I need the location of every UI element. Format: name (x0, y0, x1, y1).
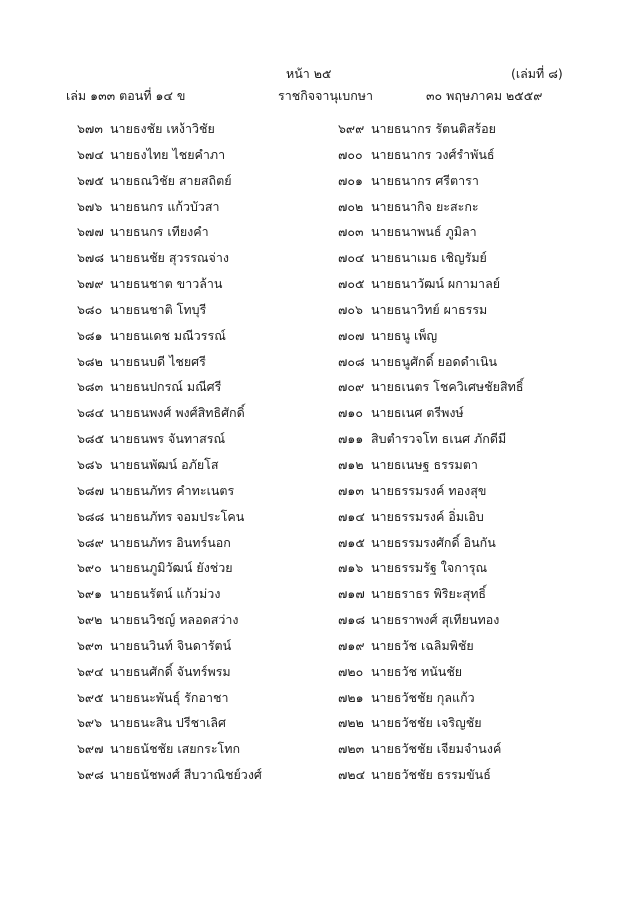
entry-number: ๖๘๙ (77, 534, 104, 550)
publication-date: ๓๐ พฤษภาคม ๒๕๕๙ (426, 88, 543, 103)
entry-name: นายธงไทย ไชยคำภา (110, 146, 226, 162)
entry-number: ๖๗๔ (77, 146, 104, 162)
list-item (77, 509, 347, 535)
list-item (77, 250, 347, 276)
name-list-right (338, 121, 608, 793)
entry-name: นายธนรัตน์ แก้วม่วง (110, 586, 221, 602)
entry-number: ๗๑๒ (338, 456, 364, 472)
list-item (77, 405, 347, 431)
list-item (77, 302, 347, 328)
name-list-left (77, 121, 347, 793)
entry-number: ๖๗๘ (77, 250, 104, 266)
list-item (77, 535, 347, 561)
list-item (77, 431, 347, 457)
entry-name: นายธนะพันธุ์ รักอาชา (110, 689, 229, 705)
entry-name: นายธวัช ทนันชัย (371, 663, 463, 679)
entry-number: ๗๐๑ (338, 172, 363, 188)
entry-name: นายธนวินท์ จินดารัตน์ (110, 637, 232, 653)
entry-name: นายธนปกรณ์ มณีศรี (110, 379, 222, 395)
entry-name: นายธรรมรงค์ อิ่มเอิบ (371, 508, 484, 524)
list-item (77, 199, 347, 225)
entry-name: สิบตำรวจโท ธเนศ ภักดีมี (371, 431, 507, 447)
entry-name: นายธนัชพงศ์ สีบวาณิชย์วงศ์ (110, 767, 262, 783)
list-item (338, 147, 608, 173)
entry-number: ๖๘๗ (77, 482, 104, 498)
entry-name: นายธณวิชัย สายสถิตย์ (110, 172, 232, 188)
entry-number: ๗๐๔ (338, 250, 365, 266)
entry-number: ๗๑๑ (338, 431, 364, 447)
entry-name: นายธนชาติ โทบุรี (110, 301, 207, 317)
entry-number: ๗๒๑ (338, 689, 364, 705)
list-item (77, 457, 347, 483)
list-item (338, 690, 608, 716)
entry-name: นายธนพัฒน์ อภัยโส (110, 456, 219, 472)
list-item (77, 664, 347, 690)
entry-name: นายธนู เพ็ญ (371, 327, 438, 343)
entry-name: นายธเนษฐ ธรรมตา (371, 456, 478, 472)
list-item (338, 121, 608, 147)
publication-title: ราชกิจจานุเบกษา (278, 88, 374, 103)
entry-name: นายธนูศักดิ์ ยอดดำเนิน (371, 353, 498, 369)
entry-number: ๗๑๙ (338, 637, 365, 653)
entry-name: นายธนกร แก้วบัวสา (110, 198, 220, 214)
entry-name: นายธนาพนธ์ ภูมิลา (371, 224, 477, 240)
entry-number: ๗๐๕ (338, 276, 365, 292)
entry-number: ๖๙๖ (77, 715, 103, 731)
list-item (77, 483, 347, 509)
entry-name: นายธนาวัฒน์ ผกามาลย์ (371, 276, 501, 292)
entry-number: ๖๙๗ (77, 741, 104, 757)
list-item (338, 250, 608, 276)
entry-name: นายธนากร ศรีตารา (371, 172, 479, 188)
entry-name: นายธนากร รัตนติสร้อย (371, 121, 497, 136)
list-item (338, 328, 608, 354)
list-item (338, 586, 608, 612)
entry-name: นายธรรมรงค์ ทองสุข (371, 482, 487, 498)
entry-number: ๖๘๖ (77, 456, 103, 472)
list-item (77, 224, 347, 250)
entry-name: นายธงชัย เหง้าวิชัย (110, 121, 215, 136)
list-item (338, 483, 608, 509)
entry-name: นายธนชาต ขาวล้าน (110, 276, 223, 292)
list-item (77, 741, 347, 767)
entry-number: ๖๙๙ (338, 121, 365, 136)
list-item (338, 302, 608, 328)
entry-number: ๖๗๙ (77, 276, 104, 292)
list-item (338, 276, 608, 302)
volume-label: (เล่มที่ ๘) (511, 66, 563, 81)
entry-name: นายธรรมรงศักดิ์ อินกัน (371, 534, 496, 550)
entry-number: ๖๗๖ (77, 198, 103, 214)
entry-name: นายธนัชชัย เสยกระโทก (110, 741, 241, 757)
list-item (338, 715, 608, 741)
entry-name: นายธนวิชญ์ หลอดสว่าง (110, 612, 239, 628)
page-number: หน้า ๒๕ (286, 66, 332, 81)
list-item (338, 612, 608, 638)
entry-number: ๖๗๓ (77, 121, 103, 136)
entry-name: นายธวัชชัย ธรรมขันธ์ (371, 767, 491, 783)
entry-number: ๖๘๒ (77, 353, 103, 369)
list-item (338, 379, 608, 405)
list-item (77, 379, 347, 405)
entry-number: ๗๐๐ (338, 146, 363, 162)
entry-name: นายธนภัทร คำทะเนตร (110, 482, 235, 498)
list-item (77, 121, 347, 147)
entry-number: ๗๑๗ (338, 586, 365, 602)
list-item (338, 535, 608, 561)
entry-name: นายธนภูมิวัฒน์ ยังช่วย (110, 560, 233, 576)
entry-number: ๗๐๓ (338, 224, 364, 240)
list-item (77, 147, 347, 173)
entry-name: นายธวัชชัย เจียมจำนงค์ (371, 741, 502, 757)
entry-name: นายธนะสิน ปรีชาเลิศ (110, 715, 226, 731)
entry-number: ๗๑๖ (338, 560, 364, 576)
list-item (77, 560, 347, 586)
entry-number: ๖๙๑ (77, 586, 103, 602)
entry-number: ๗๒๒ (338, 715, 364, 731)
entry-number: ๖๙๓ (77, 637, 103, 653)
entry-name: นายธนากิจ ยะสะกะ (371, 198, 479, 214)
entry-number: ๖๙๔ (77, 663, 104, 679)
entry-number: ๖๘๘ (77, 508, 105, 524)
list-item (338, 741, 608, 767)
entry-name: นายธนชัย สุวรรณจ่าง (110, 250, 229, 266)
entry-number: ๗๐๙ (338, 379, 365, 395)
entry-number: ๖๙๘ (77, 767, 104, 783)
list-item (77, 354, 347, 380)
entry-name: นายธนกร เทียงคำ (110, 224, 209, 240)
list-item (338, 638, 608, 664)
list-item (338, 173, 608, 199)
list-item (77, 612, 347, 638)
list-item (77, 715, 347, 741)
entry-name: นายธนศักดิ์ จันทร์พรม (110, 663, 231, 679)
issue-label: เล่ม ๑๓๓ ตอนที่ ๑๔ ข (66, 88, 186, 103)
entry-number: ๗๑๓ (338, 482, 364, 498)
entry-name: นายธนพร จันทาสรณ์ (110, 431, 226, 447)
entry-name: นายธนเดช มณีวรรณ์ (110, 327, 226, 343)
list-item (77, 638, 347, 664)
entry-number: ๖๙๕ (77, 689, 104, 705)
list-item (338, 199, 608, 225)
list-item (77, 328, 347, 354)
entry-number: ๗๒๐ (338, 663, 364, 679)
list-item (338, 405, 608, 431)
entry-number: ๗๑๐ (338, 405, 363, 421)
entry-number: ๗๐๖ (338, 301, 363, 317)
entry-number: ๗๑๕ (338, 534, 365, 550)
entry-name: นายธนพงศ์ พงศ์สิทธิศักดิ์ (110, 405, 245, 421)
list-item (77, 173, 347, 199)
entry-number: ๖๘๔ (77, 405, 105, 421)
entry-name: นายธเนศ ตรีพงษ์ (371, 405, 464, 421)
entry-number: ๗๐๘ (338, 353, 365, 369)
entry-name: นายธนาวิทย์ ผาธรรม (371, 301, 488, 317)
list-item (338, 354, 608, 380)
entry-name: นายธเนตร โชควิเศษชัยสิทธิ์ (371, 379, 524, 395)
entry-number: ๗๒๔ (338, 767, 366, 783)
entry-name: นายธนากร วงศ์รำพันธ์ (371, 146, 495, 162)
list-item (338, 664, 608, 690)
entry-name: นายธนภัทร อินทร์นอก (110, 534, 231, 550)
entry-number: ๖๗๕ (77, 172, 104, 188)
list-item (77, 586, 347, 612)
list-item (338, 767, 608, 793)
entry-number: ๗๐๗ (338, 327, 365, 343)
entry-number: ๗๐๒ (338, 198, 364, 214)
list-item (338, 431, 608, 457)
list-item (77, 767, 347, 793)
list-item (338, 457, 608, 483)
entry-name: นายธนบดี ไชยศรี (110, 353, 206, 369)
list-item (338, 224, 608, 250)
entry-number: ๗๒๓ (338, 741, 365, 757)
entry-name: นายธนาเมธ เชิญรัมย์ (371, 250, 487, 266)
entry-number: ๗๑๔ (338, 508, 365, 524)
list-item (77, 276, 347, 302)
entry-name: นายธราพงศ์ สุเทียนทอง (371, 612, 500, 628)
entry-number: ๖๘๑ (77, 327, 103, 343)
entry-number: ๖๘๐ (77, 301, 103, 317)
entry-name: นายธวัชชัย เจริญชัย (371, 715, 482, 731)
entry-name: นายธวัช เฉลิมพิชัย (371, 637, 474, 653)
entry-number: ๖๙๒ (77, 612, 103, 628)
list-item (338, 509, 608, 535)
entry-number: ๗๑๘ (338, 612, 365, 628)
list-item (338, 560, 608, 586)
entry-name: นายธวัชชัย กุลแก้ว (371, 689, 475, 705)
list-item (77, 690, 347, 716)
entry-number: ๖๙๐ (77, 560, 102, 576)
entry-name: นายธนภัทร จอมประโคน (110, 508, 245, 524)
entry-number: ๖๘๕ (77, 431, 105, 447)
entry-name: นายธราธร พิริยะสุทธิ์ (371, 586, 487, 602)
entry-name: นายธรรมรัฐ ใจการุณ (371, 560, 488, 576)
entry-number: ๖๗๗ (77, 224, 104, 240)
entry-number: ๖๘๓ (77, 379, 104, 395)
